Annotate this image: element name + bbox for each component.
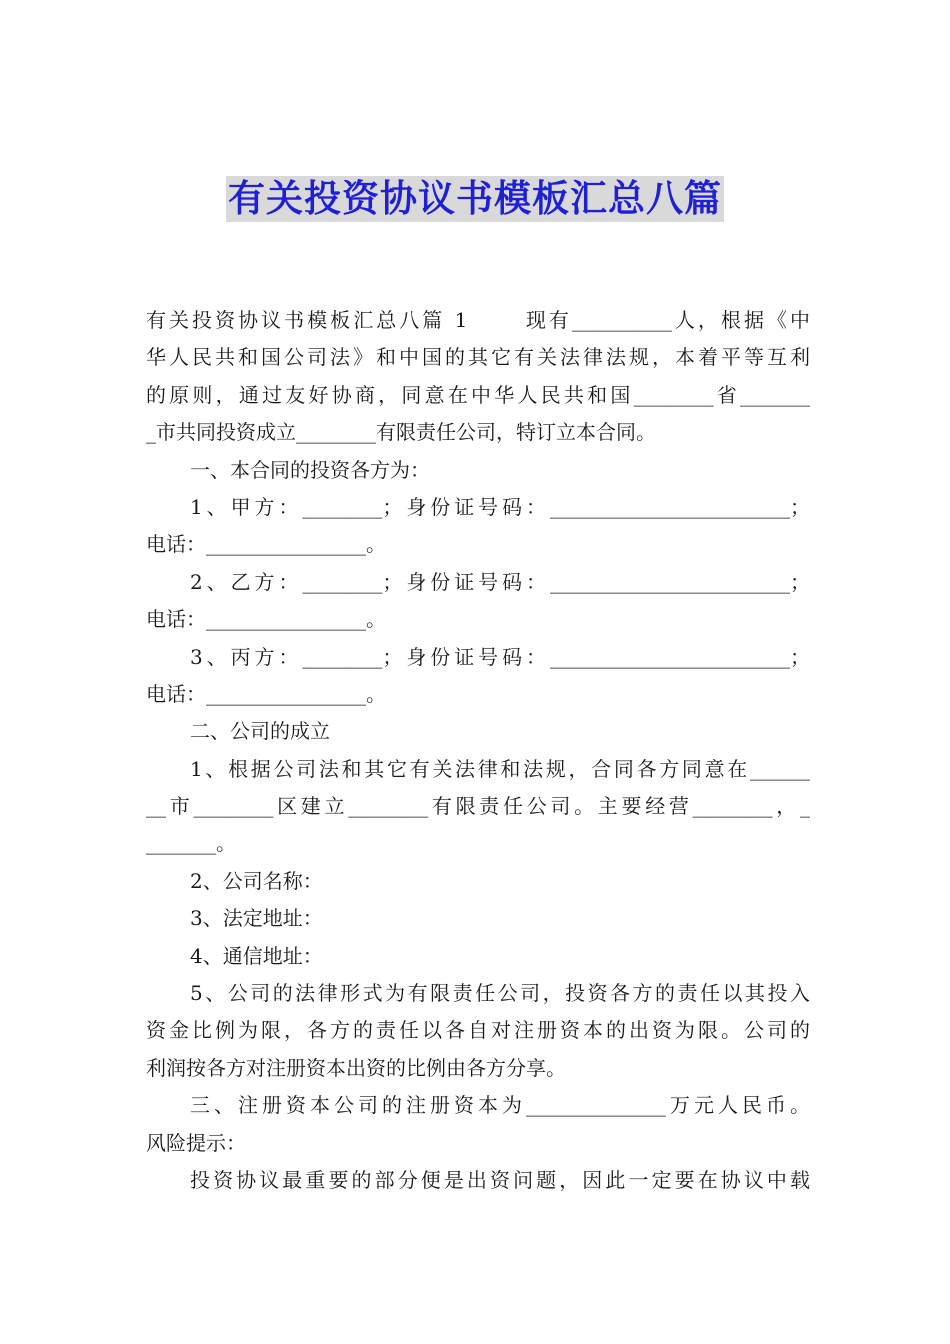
text-line: 三、注册资本公司的注册资本为______________万元人民币。 xyxy=(190,1093,810,1118)
text-line: 风险提示： xyxy=(146,1130,246,1155)
text-line: 二、公司的成立 xyxy=(190,719,330,744)
text-line: 资金比例为限，各方的责任以各自对注册资本的出资为限。公司的 xyxy=(146,1018,810,1043)
text-line: 3、法定地址： xyxy=(190,906,323,931)
text-line: 2、公司名称： xyxy=(190,868,323,893)
text-line: 有关投资协议书模板汇总八篇 1 现有__________人，根据《中 xyxy=(146,308,810,332)
text-line: 投资协议最重要的部分便是出资问题，因此一定要在协议中载 xyxy=(190,1167,810,1192)
text-line: 4、通信地址： xyxy=(190,943,323,968)
text-line: 华人民共和国公司法》和中国的其它有关法律法规，本着平等互利 xyxy=(146,345,810,370)
text-line: 电话：________________。 xyxy=(146,607,386,632)
text-line: 电话：________________。 xyxy=(146,681,386,706)
text-line: 电话：________________。 xyxy=(146,532,386,557)
text-line: _______。 xyxy=(146,831,236,856)
document-title: 有关投资协议书模板汇总八篇 xyxy=(228,177,722,220)
text-line: 3、丙方：________；身份证号码：________________________； xyxy=(190,644,810,669)
text-line: 1、根据公司法和其它有关法律和法规，合同各方同意在______ xyxy=(190,756,810,781)
text-line: __市________区建立________有限责任公司。主要经营________，_ xyxy=(146,794,810,819)
text-line: 的原则，通过友好协商，同意在中华人民共和国________省_______ xyxy=(146,382,810,407)
text-line: 5、公司的法律形式为有限责任公司，投资各方的责任以其投入 xyxy=(190,981,810,1006)
title-container xyxy=(0,176,950,222)
text-line: 一、本合同的投资各方为： xyxy=(190,457,430,482)
text-line: _市共同投资成立________有限责任公司，特订立本合同。 xyxy=(146,420,656,445)
document-body xyxy=(146,302,810,1199)
text-line: 利润按各方对注册资本出资的比例由各方分享。 xyxy=(146,1055,566,1080)
text-line: 2、乙方：________；身份证号码：________________________； xyxy=(190,569,810,594)
text-line: 1、甲方：________；身份证号码：________________________； xyxy=(190,494,810,519)
